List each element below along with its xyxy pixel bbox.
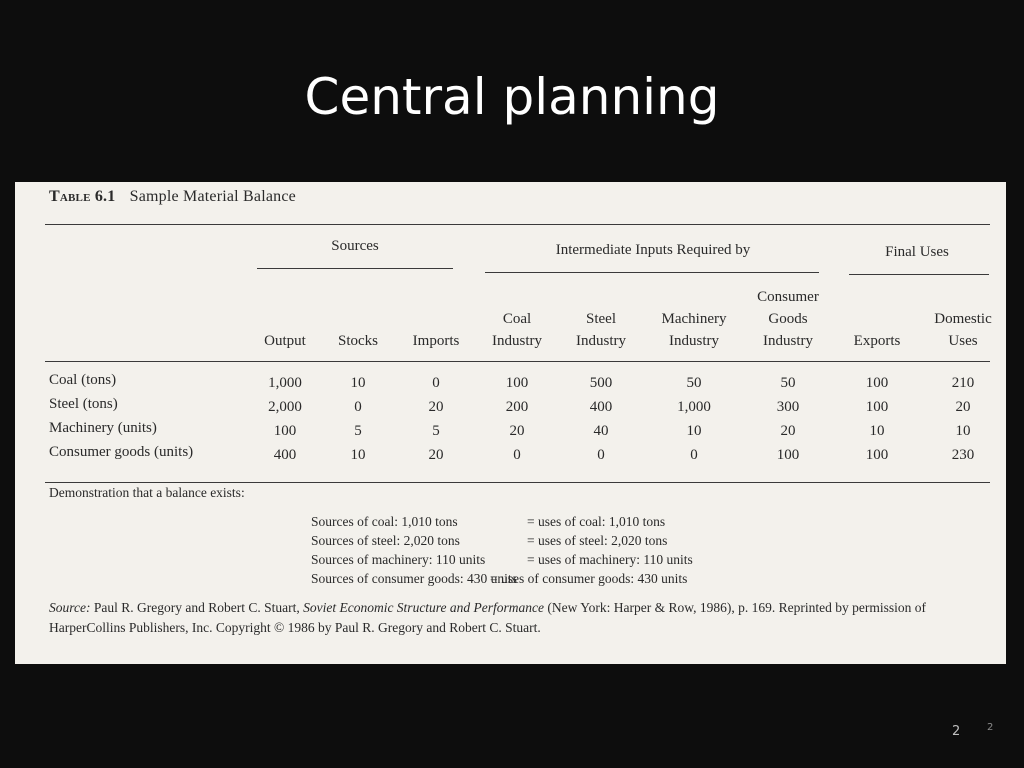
table-cell: 5: [354, 423, 362, 439]
column-header-line: Uses: [948, 333, 978, 349]
demo-uses: = uses of machinery: 110 units: [527, 552, 693, 567]
column-header-line: Steel: [586, 311, 616, 327]
row-label: Coal (tons): [49, 372, 117, 388]
column-header: [566, 308, 636, 352]
source-authors: Paul R. Gregory and Robert C. Stuart,: [93, 600, 300, 615]
row-label: Steel (tons): [49, 396, 118, 412]
group-intermediate: Intermediate Inputs Required by: [555, 242, 751, 258]
column-header-line: Consumer: [757, 289, 819, 305]
table-cell: 0: [354, 399, 362, 415]
table-cell: 10: [350, 447, 366, 463]
column-header-line: Stocks: [337, 333, 378, 349]
demo-sources: Sources of coal: 1,010 tons: [311, 514, 458, 529]
demo-uses: = uses of coal: 1,010 tons: [527, 514, 666, 529]
group-final-rule: [849, 274, 989, 275]
column-header: [928, 308, 998, 352]
column-header-line: Output: [264, 333, 306, 349]
table-cell: 5: [432, 423, 440, 439]
table-cell: 2,000: [268, 399, 302, 415]
demo-sources: Sources of machinery: 110 units: [311, 552, 486, 567]
column-header-line: Industry: [669, 333, 719, 349]
column-header-line: Industry: [576, 333, 626, 349]
table-cell: 500: [589, 375, 613, 391]
column-header: [250, 330, 320, 352]
table-cell: 0: [597, 447, 605, 463]
group-sources: Sources: [331, 238, 379, 254]
table-cell: 100: [865, 375, 889, 391]
column-header: [842, 330, 912, 352]
bottom-rule: [45, 482, 990, 483]
demo-uses: = uses of consumer goods: 430 units: [490, 571, 688, 586]
page-number-small: 2: [987, 722, 994, 733]
table-cell: 10: [869, 423, 885, 439]
column-header-line: Goods: [768, 311, 808, 327]
table-cell: 400: [589, 399, 613, 415]
table-cell: 0: [432, 375, 440, 391]
table-cell: 10: [955, 423, 971, 439]
table-cell: 100: [776, 447, 800, 463]
column-header-line: Coal: [502, 311, 532, 327]
column-header: [659, 308, 729, 352]
header-rule: [45, 361, 990, 362]
table-cell: 230: [951, 447, 975, 463]
demonstration-intro: Demonstration that a balance exists:: [49, 485, 245, 500]
demo-sources: Sources of consumer goods: 430 units: [311, 571, 517, 586]
table-cell: 10: [686, 423, 702, 439]
row-label: Machinery (units): [49, 420, 157, 436]
table-cell: 20: [428, 447, 444, 463]
column-header: [753, 286, 823, 352]
table-cell: 20: [428, 399, 444, 415]
table-cell: 300: [776, 399, 800, 415]
group-intermediate-rule: [485, 272, 819, 273]
page-number: 2: [952, 724, 961, 739]
source-rest: (New York: Harper & Row, 1986), p. 169. Reprinted by permission of HarperCollins Publishers, Inc. Copyright © 1986 by Paul R. Gregory and Robert C. Stuart.: [49, 600, 926, 635]
group-sources-rule: [257, 268, 453, 269]
column-header: [401, 330, 471, 352]
source-label: Source:: [49, 600, 91, 615]
table-cell: 0: [513, 447, 521, 463]
table-cell: 50: [780, 375, 796, 391]
table-cell: 40: [593, 423, 609, 439]
row-label: Consumer goods (units): [49, 444, 194, 460]
table-cell: 100: [865, 447, 889, 463]
column-header-line: Imports: [412, 333, 460, 349]
column-header-line: Domestic: [934, 311, 992, 327]
table-cell: 100: [865, 399, 889, 415]
table-cell: 1,000: [677, 399, 711, 415]
source-book: Soviet Economic Structure and Performance: [303, 600, 545, 615]
column-header-line: Exports: [853, 333, 901, 349]
table-cell: 20: [509, 423, 525, 439]
table-cell: 10: [350, 375, 366, 391]
source-note: [49, 598, 999, 638]
group-final: Final Uses: [885, 244, 949, 260]
table-number: Table 6.1: [49, 188, 116, 205]
column-header: [482, 308, 552, 352]
column-header-line: Industry: [492, 333, 542, 349]
column-header-line: Industry: [763, 333, 813, 349]
table-cell: 100: [505, 375, 529, 391]
demo-sources: Sources of steel: 2,020 tons: [311, 533, 460, 548]
top-rule: [45, 224, 990, 225]
table-cell: 50: [686, 375, 702, 391]
table-cell: 0: [690, 447, 698, 463]
table-cell: 20: [955, 399, 971, 415]
column-header-line: Machinery: [661, 311, 727, 327]
table-cell: 210: [951, 375, 975, 391]
table-cell: 20: [780, 423, 796, 439]
column-header: [323, 330, 393, 352]
scanned-table-image: [15, 182, 1006, 664]
table-cell: 100: [273, 423, 297, 439]
table-cell: 200: [505, 399, 529, 415]
slide-title: Central planning: [304, 68, 720, 126]
table-cell: 1,000: [268, 375, 302, 391]
demo-uses: = uses of steel: 2,020 tons: [527, 533, 668, 548]
table-title: Sample Material Balance: [129, 188, 296, 205]
table-cell: 400: [273, 447, 297, 463]
table-caption: [49, 188, 296, 206]
